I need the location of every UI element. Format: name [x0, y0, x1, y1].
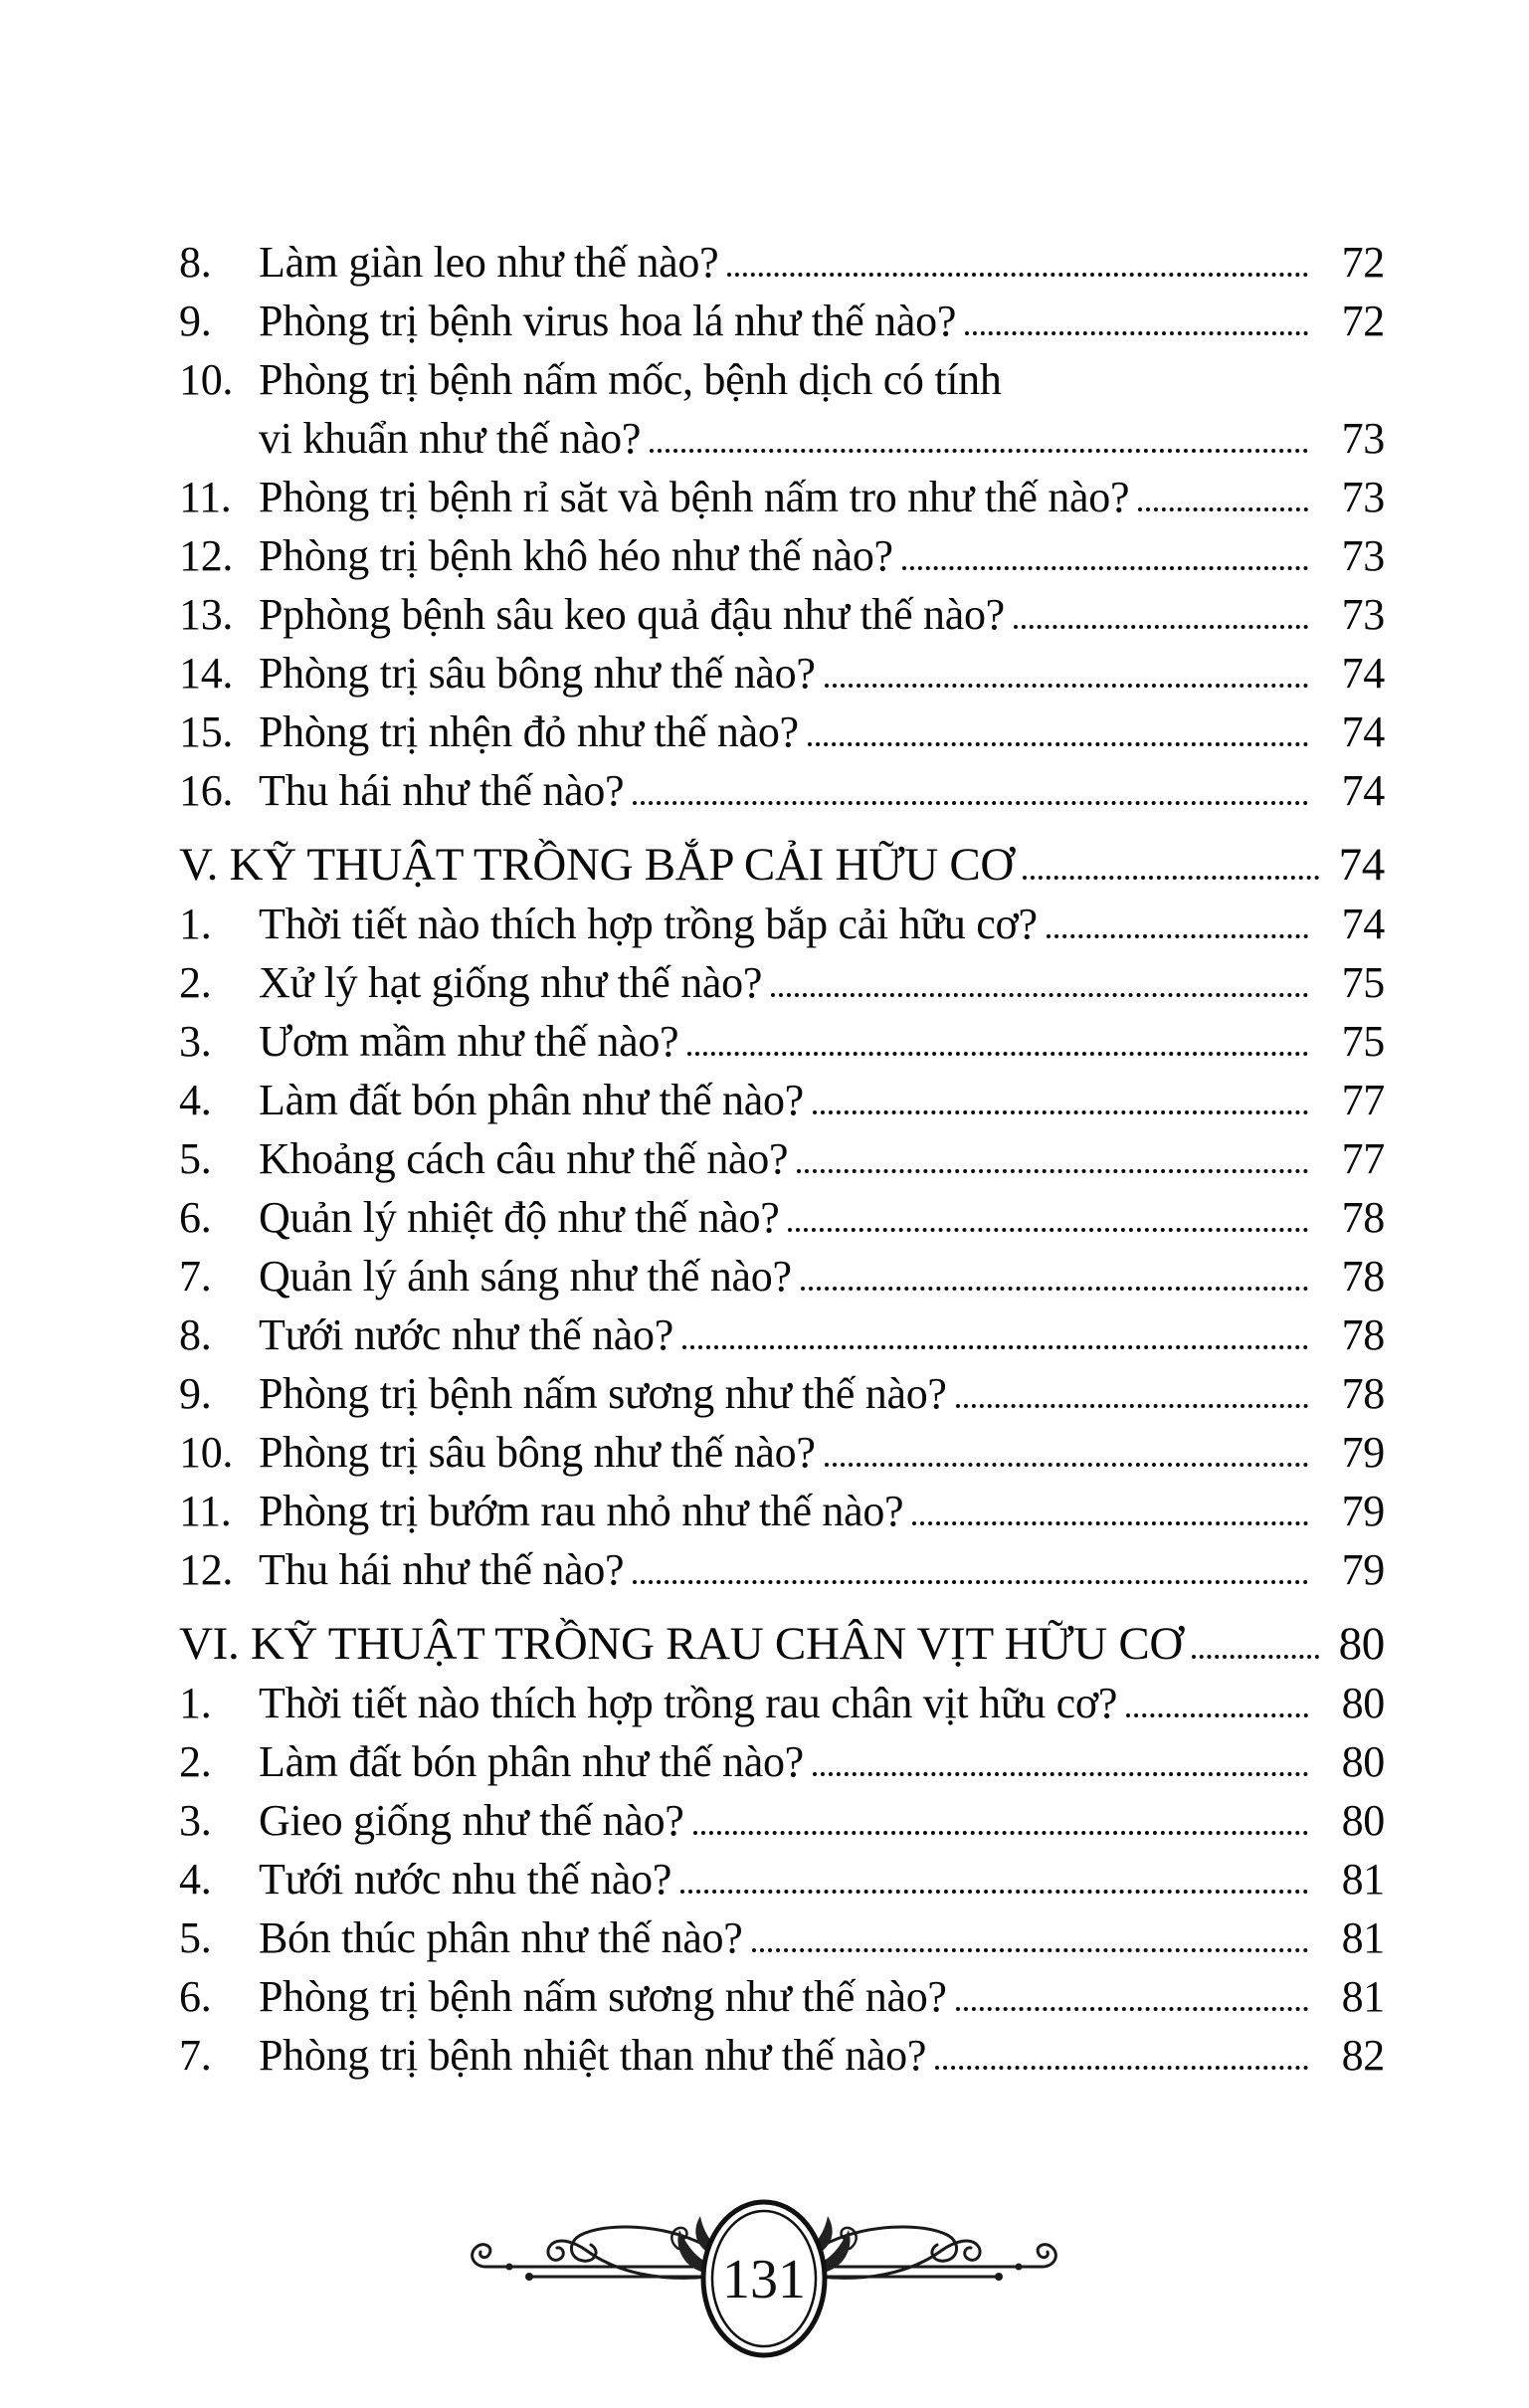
toc-item-title: Khoảng cách câu như thế nào?	[259, 1134, 789, 1183]
toc-item-title: Bón thúc phân như thế nào?	[259, 1913, 743, 1962]
toc-item-page-number: 80	[1341, 1679, 1385, 1727]
toc-item-number: 14.	[179, 649, 234, 698]
toc-section-row	[179, 836, 1385, 895]
toc-item-title: Phòng trị bệnh nấm mốc, bệnh dịch có tính	[259, 355, 1002, 404]
toc-item-row	[179, 1423, 1385, 1482]
toc-item-page-number: 73	[1341, 590, 1385, 639]
toc-item-page-number: 81	[1341, 1972, 1385, 2021]
toc-item-title: Phòng trị sâu bông như thế nào?	[259, 1428, 816, 1477]
toc-item-row	[179, 1540, 1385, 1599]
toc-item-title: Phòng trị bướm rau nhỏ như thế nào?	[259, 1487, 904, 1535]
toc-item-number: 10.	[179, 355, 234, 404]
toc-item-row	[179, 1129, 1385, 1188]
toc-item-row	[179, 1364, 1385, 1423]
toc-item-row	[179, 1012, 1385, 1071]
toc-item-number: 1.	[179, 1679, 212, 1727]
toc-item-title: Pphòng bệnh sâu keo quả đậu như thế nào?	[259, 590, 1005, 639]
toc-item-page-number: 74	[1341, 707, 1385, 756]
toc-item-row	[179, 292, 1385, 350]
toc-item-row	[179, 895, 1385, 953]
dot-leader	[956, 1370, 1308, 1408]
dot-leader	[680, 1856, 1308, 1894]
toc-item-page-number: 77	[1341, 1076, 1385, 1124]
toc-item-number: 8.	[179, 238, 212, 287]
page-number: 131	[722, 2249, 806, 2310]
dot-leader	[1138, 474, 1308, 511]
toc-item-number: 12.	[179, 531, 234, 580]
toc-item-title: Phòng trị bệnh virus hoa lá như thế nào?	[259, 297, 957, 345]
toc-item-page-number: 79	[1341, 1545, 1385, 1594]
toc	[179, 233, 1385, 2085]
toc-item-title: Quản lý nhiệt độ như thế nào?	[259, 1193, 780, 1242]
dot-leader	[825, 1429, 1308, 1467]
toc-item-title: Phòng trị nhện đỏ như thế nào?	[259, 707, 799, 756]
dot-leader	[825, 650, 1308, 688]
toc-item-page-number: 74	[1341, 900, 1385, 948]
toc-item-row	[179, 585, 1385, 644]
toc-item-number: 9.	[179, 297, 212, 345]
toc-item-row	[179, 761, 1385, 820]
toc-item-title: Làm đất bón phân như thế nào?	[259, 1076, 804, 1124]
dot-leader	[902, 532, 1308, 570]
dot-leader	[771, 959, 1308, 997]
toc-item-title: Thời tiết nào thích hợp trồng rau chân vịt hữu cơ?	[259, 1679, 1118, 1727]
toc-item-row	[179, 1908, 1385, 1967]
toc-item-page-number: 81	[1341, 1855, 1385, 1904]
toc-item-page-number: 79	[1341, 1487, 1385, 1535]
toc-item-page-number: 73	[1341, 531, 1385, 580]
toc-item-title: Thu hái như thế nào?	[259, 1545, 625, 1594]
toc-item-row	[179, 1305, 1385, 1364]
toc-item-number: 4.	[179, 1076, 212, 1124]
toc-item-page-number: 73	[1341, 414, 1385, 463]
toc-item-number: 5.	[179, 1913, 212, 1962]
dot-leader	[693, 1797, 1308, 1835]
toc-item-title: Tưới nước như thế nào?	[259, 1310, 673, 1359]
toc-item-number: 6.	[179, 1972, 212, 2021]
toc-item-title: vi khuẩn như thế nào?	[259, 414, 642, 463]
toc-item-page-number: 80	[1341, 1796, 1385, 1845]
toc-item-row	[179, 1674, 1385, 1732]
dot-leader	[633, 1546, 1308, 1584]
toc-item-row	[179, 1732, 1385, 1791]
toc-item-number: 16.	[179, 766, 234, 815]
dot-leader	[788, 1194, 1308, 1232]
toc-item-row	[179, 1188, 1385, 1247]
toc-item-number: 5.	[179, 1134, 212, 1183]
dot-leader	[1192, 1621, 1319, 1659]
dot-leader	[1014, 591, 1308, 629]
toc-item-page-number: 75	[1341, 1017, 1385, 1066]
toc-item-title: Phòng trị bệnh nấm sương như thế nào?	[259, 1369, 947, 1418]
toc-item-continuation-row	[179, 409, 1385, 468]
toc-item-number: 13.	[179, 590, 234, 639]
toc-section-title: V. KỸ THUẬT TRỒNG BẮP CẢI HỮU CƠ	[179, 839, 1015, 891]
toc-item-row	[179, 644, 1385, 702]
toc-item-number: 11.	[179, 473, 232, 521]
toc-item-row	[179, 953, 1385, 1012]
toc-section-title: VI. KỸ THUẬT TRỒNG RAU CHÂN VỊT HỮU CƠ	[179, 1618, 1184, 1670]
dot-leader	[935, 2032, 1308, 2070]
dot-leader	[956, 1973, 1308, 2011]
toc-item-page-number: 78	[1341, 1252, 1385, 1301]
toc-item-page-number: 78	[1341, 1369, 1385, 1418]
toc-item-row	[179, 1791, 1385, 1850]
dot-leader	[687, 1018, 1308, 1056]
dot-leader	[965, 298, 1308, 335]
toc-item-row	[179, 1247, 1385, 1305]
dot-leader	[813, 1738, 1308, 1776]
dot-leader	[1126, 1680, 1308, 1717]
toc-item-page-number: 73	[1341, 473, 1385, 521]
toc-item-title: Phòng trị bệnh khô héo như thế nào?	[259, 531, 893, 580]
ornament-end-scroll	[473, 2245, 490, 2267]
toc-item-number: 7.	[179, 2031, 212, 2080]
toc-item-number: 15.	[179, 707, 234, 756]
toc-item-number: 6.	[179, 1193, 212, 1242]
toc-item-title: Quản lý ánh sáng như thế nào?	[259, 1252, 792, 1301]
toc-item-number: 1.	[179, 900, 212, 948]
toc-section-row	[179, 1615, 1385, 1674]
toc-item-row	[179, 2026, 1385, 2085]
toc-item-row	[179, 350, 1385, 409]
dot-leader	[912, 1488, 1308, 1525]
toc-section-page-number: 80	[1338, 1618, 1385, 1670]
toc-item-number: 10.	[179, 1428, 234, 1477]
dot-leader	[801, 1253, 1308, 1291]
toc-item-page-number: 79	[1341, 1428, 1385, 1477]
dot-leader	[1047, 901, 1308, 938]
dot-leader	[650, 415, 1308, 453]
toc-item-row	[179, 702, 1385, 761]
toc-item-number: 3.	[179, 1017, 212, 1066]
toc-item-title: Phòng trị bệnh nhiệt than như thế nào?	[259, 2031, 927, 2080]
toc-item-title: Tưới nước nhu thế nào?	[259, 1855, 672, 1904]
toc-item-title: Gieo giống như thế nào?	[259, 1796, 684, 1845]
dot-leader	[752, 1914, 1309, 1952]
toc-item-row	[179, 1850, 1385, 1908]
toc-item-page-number: 74	[1341, 766, 1385, 815]
toc-item-number: 4.	[179, 1855, 212, 1904]
toc-item-row	[179, 233, 1385, 292]
toc-item-page-number: 72	[1341, 238, 1385, 287]
toc-item-page-number: 72	[1341, 297, 1385, 345]
toc-item-page-number: 74	[1341, 649, 1385, 698]
toc-item-number: 2.	[179, 958, 212, 1007]
toc-item-number: 11.	[179, 1487, 232, 1535]
toc-section-page-number: 74	[1338, 839, 1385, 891]
toc-item-title: Phòng trị sâu bông như thế nào?	[259, 649, 816, 698]
toc-item-page-number: 78	[1341, 1310, 1385, 1359]
toc-item-title: Thời tiết nào thích hợp trồng bắp cải hữu cơ?	[259, 900, 1038, 948]
dot-leader	[808, 708, 1308, 746]
toc-item-row	[179, 1482, 1385, 1540]
toc-item-number: 2.	[179, 1737, 212, 1786]
toc-item-title: Xử lý hạt giống như thế nào?	[259, 958, 763, 1007]
dot-leader	[1023, 842, 1319, 880]
toc-item-page-number: 75	[1341, 958, 1385, 1007]
toc-item-title: Làm đất bón phân như thế nào?	[259, 1737, 804, 1786]
page-footer-ornament	[466, 2185, 1062, 2364]
dot-leader	[797, 1135, 1308, 1173]
toc-item-row	[179, 526, 1385, 585]
toc-item-number: 3.	[179, 1796, 212, 1845]
toc-item-number: 9.	[179, 1369, 212, 1418]
dot-leader	[633, 767, 1308, 805]
toc-item-title: Ươm mầm như thế nào?	[259, 1017, 679, 1066]
dot-leader	[682, 1311, 1308, 1349]
toc-item-title: Thu hái như thế nào?	[259, 766, 625, 815]
divider-ornament-svg	[466, 2185, 1062, 2364]
toc-item-page-number: 78	[1341, 1193, 1385, 1242]
toc-item-title: Phòng trị bệnh rỉ săt và bệnh nấm tro như thế nào?	[259, 473, 1130, 521]
toc-item-row	[179, 1071, 1385, 1129]
toc-item-row	[179, 1967, 1385, 2026]
toc-item-page-number: 77	[1341, 1134, 1385, 1183]
toc-item-title: Phòng trị bệnh nấm sương như thế nào?	[259, 1972, 947, 2021]
toc-item-page-number: 80	[1341, 1737, 1385, 1786]
dot-leader	[727, 239, 1308, 277]
toc-item-number: 12.	[179, 1545, 234, 1594]
toc-item-row	[179, 468, 1385, 526]
toc-item-title: Làm giàn leo như thế nào?	[259, 238, 719, 287]
dot-leader	[813, 1077, 1308, 1114]
toc-item-page-number: 82	[1341, 2031, 1385, 2080]
toc-item-page-number: 81	[1341, 1913, 1385, 1962]
toc-item-number: 7.	[179, 1252, 212, 1301]
toc-item-number: 8.	[179, 1310, 212, 1359]
